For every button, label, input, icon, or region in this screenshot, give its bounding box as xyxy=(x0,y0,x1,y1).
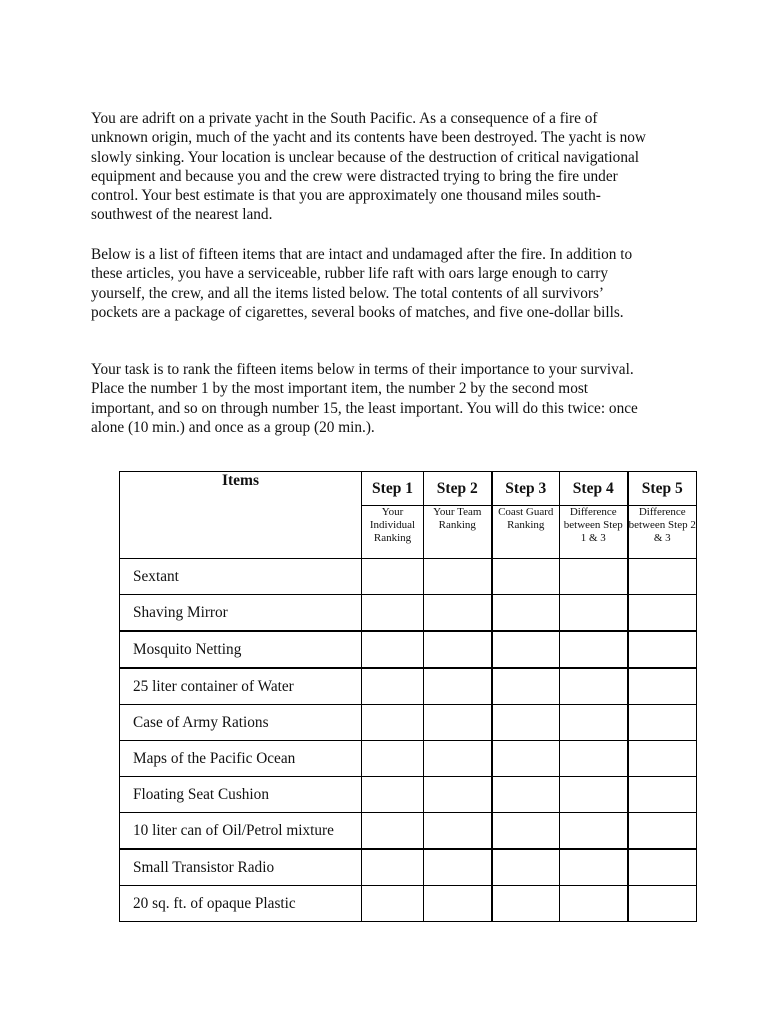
step-4-cell[interactable] xyxy=(560,559,628,595)
step-2-cell[interactable] xyxy=(424,741,492,777)
step-1-cell[interactable] xyxy=(362,777,424,813)
step-5-cell[interactable] xyxy=(628,777,697,813)
step-4-description: Difference between Step 1 & 3 xyxy=(560,506,628,559)
step-2-cell[interactable] xyxy=(424,849,492,886)
step-3-cell[interactable] xyxy=(492,886,560,922)
step-1-cell[interactable] xyxy=(362,886,424,922)
step-5-header: Step 5 xyxy=(628,472,697,506)
table-row xyxy=(120,595,697,632)
step-3-cell[interactable] xyxy=(492,668,560,705)
step-1-description: Your Individual Ranking xyxy=(362,506,424,559)
step-5-cell[interactable] xyxy=(628,705,697,741)
table-header-row xyxy=(120,472,697,506)
table-row xyxy=(120,849,697,886)
item-label: Floating Seat Cushion xyxy=(120,777,362,813)
item-label: Sextant xyxy=(120,559,362,595)
item-label: 20 sq. ft. of opaque Plastic xyxy=(120,886,362,922)
table-row xyxy=(120,631,697,668)
step-2-cell[interactable] xyxy=(424,813,492,850)
step-5-cell[interactable] xyxy=(628,741,697,777)
step-4-cell[interactable] xyxy=(560,595,628,632)
step-4-cell[interactable] xyxy=(560,849,628,886)
item-label: 25 liter container of Water xyxy=(120,668,362,705)
item-label: Shaving Mirror xyxy=(120,595,362,632)
step-2-cell[interactable] xyxy=(424,777,492,813)
step-5-cell[interactable] xyxy=(628,631,697,668)
step-5-description: Difference between Step 2 & 3 xyxy=(628,506,697,559)
table-row xyxy=(120,668,697,705)
step-2-description: Your Team Ranking xyxy=(424,506,492,559)
step-2-header: Step 2 xyxy=(424,472,492,506)
step-5-cell[interactable] xyxy=(628,595,697,632)
item-label: 10 liter can of Oil/Petrol mixture xyxy=(120,813,362,850)
item-label: Mosquito Netting xyxy=(120,631,362,668)
step-3-cell[interactable] xyxy=(492,849,560,886)
step-4-header: Step 4 xyxy=(560,472,628,506)
step-1-cell[interactable] xyxy=(362,559,424,595)
step-4-cell[interactable] xyxy=(560,777,628,813)
step-3-cell[interactable] xyxy=(492,741,560,777)
step-2-cell[interactable] xyxy=(424,668,492,705)
step-2-cell[interactable] xyxy=(424,631,492,668)
step-3-header: Step 3 xyxy=(492,472,560,506)
step-3-cell[interactable] xyxy=(492,705,560,741)
step-1-header: Step 1 xyxy=(362,472,424,506)
step-1-cell[interactable] xyxy=(362,668,424,705)
step-5-cell[interactable] xyxy=(628,886,697,922)
step-1-cell[interactable] xyxy=(362,595,424,632)
table-row xyxy=(120,705,697,741)
table-row xyxy=(120,813,697,850)
items-column-header: Items xyxy=(120,472,362,559)
step-3-cell[interactable] xyxy=(492,813,560,850)
table-row xyxy=(120,559,697,595)
step-1-cell[interactable] xyxy=(362,631,424,668)
item-label: Maps of the Pacific Ocean xyxy=(120,741,362,777)
table-row xyxy=(120,741,697,777)
step-1-cell[interactable] xyxy=(362,849,424,886)
step-3-cell[interactable] xyxy=(492,631,560,668)
step-2-cell[interactable] xyxy=(424,705,492,741)
step-4-cell[interactable] xyxy=(560,705,628,741)
step-3-cell[interactable] xyxy=(492,559,560,595)
step-5-cell[interactable] xyxy=(628,849,697,886)
step-1-cell[interactable] xyxy=(362,705,424,741)
step-5-cell[interactable] xyxy=(628,559,697,595)
step-5-cell[interactable] xyxy=(628,668,697,705)
step-2-cell[interactable] xyxy=(424,559,492,595)
step-1-cell[interactable] xyxy=(362,813,424,850)
intro-paragraph: You are adrift on a private yacht in the South Pacific. As a consequence of a fire of unknown origin, much of the yacht and its contents have been destroyed. The yacht is now slowly sinking. Your location is unclear because of the destruction of critical navigational equipment and because you and the crew were distracted trying to bring the fire under control. Your best estimate is that you are approximately one thousand miles south-southwest of the nearest land. xyxy=(91,110,646,224)
table-row xyxy=(120,886,697,922)
step-4-cell[interactable] xyxy=(560,631,628,668)
items-paragraph: Below is a list of fifteen items that are intact and undamaged after the fire. In addition to these articles, you have a serviceable, rubber life raft with oars large enough to carry yourself, the crew, and all the items listed below. The total contents of all survivors’ pockets are a package of cigarettes, several books of matches, and five one-dollar bills. xyxy=(91,246,633,321)
step-4-cell[interactable] xyxy=(560,813,628,850)
step-5-cell[interactable] xyxy=(628,813,697,850)
step-3-description: Coast Guard Ranking xyxy=(492,506,560,559)
step-1-cell[interactable] xyxy=(362,741,424,777)
item-label: Case of Army Rations xyxy=(120,705,362,741)
step-3-cell[interactable] xyxy=(492,777,560,813)
table-row xyxy=(120,777,697,813)
step-2-cell[interactable] xyxy=(424,595,492,632)
step-4-cell[interactable] xyxy=(560,886,628,922)
task-paragraph: Your task is to rank the fifteen items below in terms of their importance to your survival. Place the number 1 by the most important item, the number 2 by the second most important, and so on through number 15, the least important. You will do this twice: once alone (10 min.) and once as a group (20 min.). xyxy=(91,361,638,436)
step-4-cell[interactable] xyxy=(560,668,628,705)
item-label: Small Transistor Radio xyxy=(120,849,362,886)
step-3-cell[interactable] xyxy=(492,595,560,632)
step-4-cell[interactable] xyxy=(560,741,628,777)
ranking-table xyxy=(119,471,697,922)
step-2-cell[interactable] xyxy=(424,886,492,922)
